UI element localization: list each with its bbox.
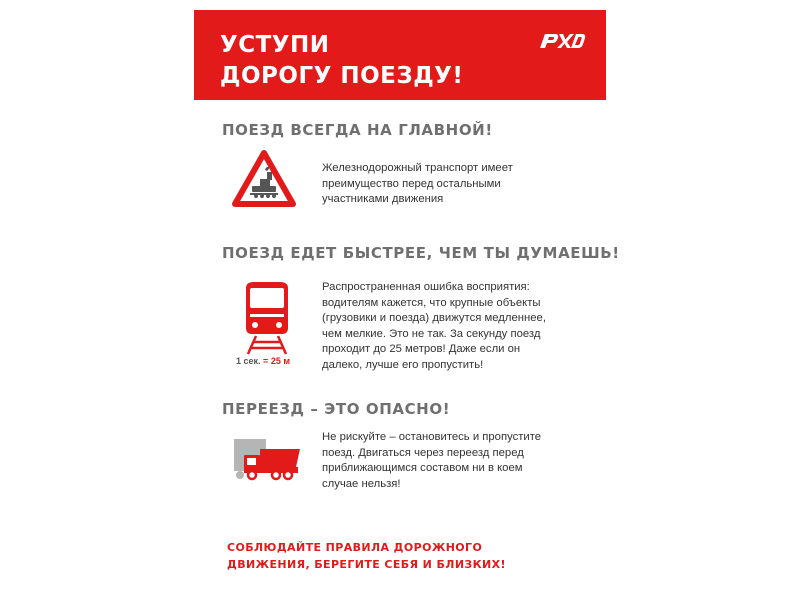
train-icon-group [232,280,302,370]
text-line: Железнодорожный транспорт имеет [322,162,513,174]
title-banner [194,10,606,100]
footer-line-2: ДВИЖЕНИЯ, БЕРЕГИТЕ СЕБЯ И БЛИЗКИХ! [227,558,506,571]
text-line: случае нельзя! [322,477,401,490]
poster-title [220,30,463,92]
text-line: чем мелкие. Это не так. За секунду поезд [322,327,541,340]
section-heading-priority: ПОЕЗД ВСЕГДА НА ГЛАВНОЙ! [222,121,493,139]
section-text-danger [322,430,541,492]
section-text-priority [322,161,513,208]
railway-crossing-warning-icon [232,150,296,208]
footer-slogan [227,539,506,573]
text-line: далеко, лучше его пропустить! [322,358,484,371]
rzd-logo [536,28,586,52]
text-line: поезд. Двигаться через переезд перед [322,446,524,459]
text-line: Не рискуйте – остановитесь и пропустите [322,431,542,443]
section-heading-speed: ПОЕЗД ЕДЕТ БЫСТРЕЕ, ЧЕМ ТЫ ДУМАЕШЬ! [222,244,620,262]
section-text-speed [322,280,546,373]
truck-icon [232,437,302,481]
speed-caption-time: 1 сек. [236,356,261,366]
title-line-1: УСТУПИ [220,32,330,58]
text-line: участниками движения [322,193,444,205]
speed-caption-distance: 25 м [270,356,290,366]
train-front-icon [232,280,302,355]
equals-sign: = [263,356,271,366]
footer-line-1: СОБЛЮДАЙТЕ ПРАВИЛА ДОРОЖНОГО [227,541,483,554]
text-line: преимущество перед остальными [322,177,501,190]
text-line: проходит до 25 метров! Даже если он [322,343,521,355]
speed-caption [236,356,290,366]
text-line: приближающимся составом ни в коем [322,462,523,474]
section-heading-danger: ПЕРЕЕЗД – ЭТО ОПАСНО! [222,400,451,418]
text-line: (грузовики и поезда) движутся медленнее, [322,312,546,324]
text-line: водителям кажется, что крупные объекты [322,296,541,309]
title-line-2: ДОРОГУ ПОЕЗДУ! [220,63,464,89]
text-line: Распространенная ошибка восприятия: [322,281,530,293]
